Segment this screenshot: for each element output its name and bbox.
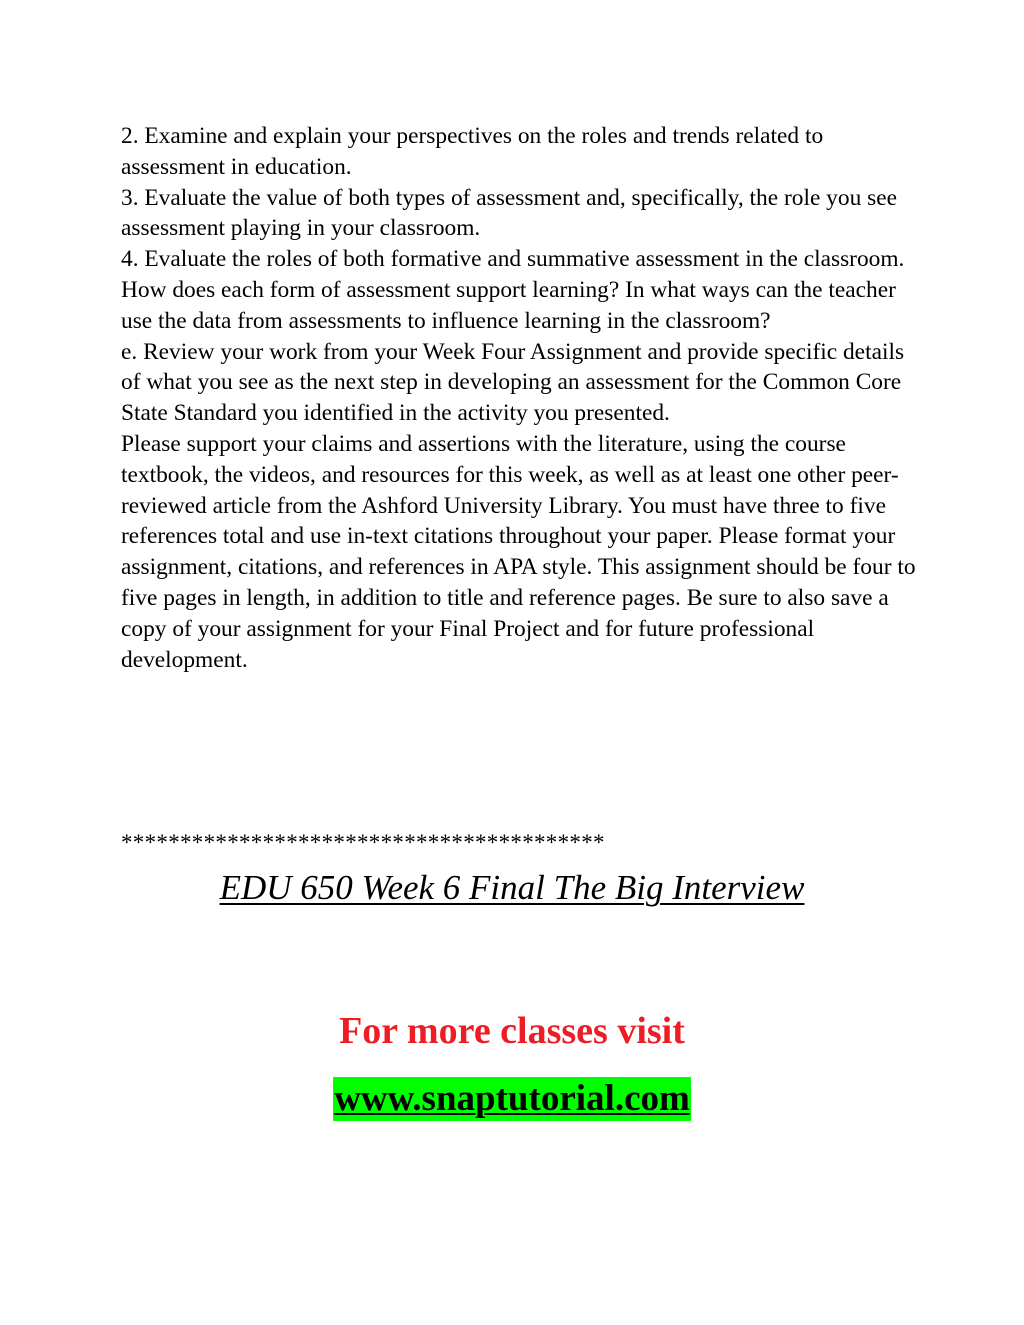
instruction-item-2: 2. Examine and explain your perspectives on the roles and trends related to assessment in education.: [121, 123, 824, 180]
instruction-item-4: 4. Evaluate the roles of both formative and summative assessment in the classroom. How does each form of assessment support learning? In what ways can the teacher use the data from assessments to influence learning in the classroom?: [121, 246, 905, 334]
requirements-paragraph: Please support your claims and assertions with the literature, using the course textbook, the videos, and resources for this week, as well as at least one other peer-reviewed article from the Ashford University Library. You must have three to five references total and use in-text citations throughout your paper. Please format your assignment, citations, and references in APA style. This assignment should be four to five pages in length, in addition to title and reference pages. Be sure to also save a copy of your assignment for your Final Project and for future professional development.: [121, 430, 916, 673]
instruction-item-3: 3. Evaluate the value of both types of assessment and, specifically, the role you see assessment playing in your classroom.: [121, 184, 897, 242]
course-heading: EDU 650 Week 6 Final The Big Interview: [219, 868, 805, 907]
link-container: [0, 1077, 1024, 1121]
assignment-instructions: [121, 121, 921, 675]
promo-text: For more classes visit: [339, 1010, 685, 1052]
asterisk-separator: *****************************************: [121, 830, 605, 855]
instruction-item-e: e. Review your work from your Week Four Assignment and provide specific details of what you see as the next step in developing an assessment for the Common Core State Standard you identified in the activity you presented.: [121, 338, 905, 427]
website-link[interactable]: www.snaptutorial.com: [334, 1078, 690, 1119]
